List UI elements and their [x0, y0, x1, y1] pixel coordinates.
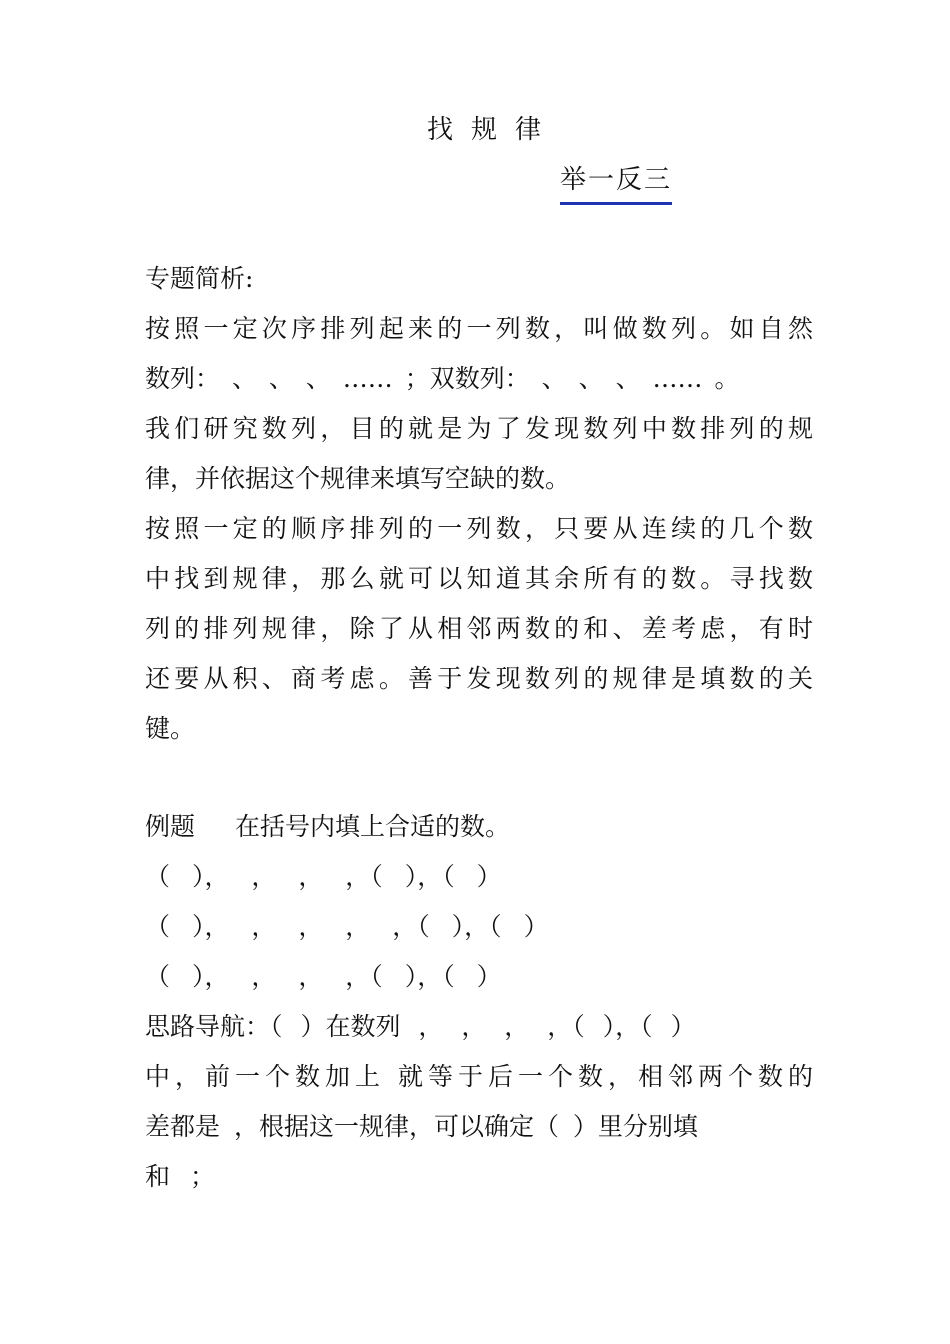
analysis-line: 还要从积、商考虑。善于发现数列的规律是填数的关 — [145, 664, 813, 693]
page-title: 找规律 — [426, 115, 559, 145]
guide-line: 中，前一个数加上 就等于后一个数，相邻两个数的 — [145, 1062, 813, 1091]
guide-section — [145, 1002, 813, 1202]
analysis-heading: 专题简析: — [145, 264, 254, 293]
analysis-line: 按照一定的顺序排列的一列数，只要从连续的几个数 — [145, 514, 813, 543]
guide-line: 差都是 ，根据这一规律，可以确定（ ）里分别填 — [145, 1112, 698, 1141]
analysis-line: 我们研究数列，目的就是为了发现数列中数排列的规 — [145, 414, 813, 443]
example-label: 例题 — [145, 812, 196, 841]
analysis-line: 数列： 、 、 、 …… ；双数列： 、 、 、 …… 。 — [145, 364, 740, 393]
example-row: （ ）， ， ， ， ，（ ），（ ） — [145, 912, 549, 941]
example-section — [145, 802, 813, 1002]
section-subtitle: 举一反三 — [560, 162, 672, 205]
example-instruction: 在括号内填上合适的数。 — [235, 812, 511, 841]
analysis-line: 律，并依据这个规律来填写空缺的数。 — [145, 464, 571, 493]
analysis-line: 键。 — [145, 714, 196, 743]
example-row: （ ）， ， ， ，（ ），（ ） — [145, 962, 502, 991]
example-row: （ ）， ， ， ，（ ），（ ） — [145, 862, 502, 891]
guide-line: 和 ； — [145, 1162, 215, 1191]
analysis-line: 中找到规律，那么就可以知道其余所有的数。寻找数 — [145, 564, 813, 593]
example-heading — [145, 802, 813, 852]
analysis-section — [145, 254, 813, 754]
guide-line: 思路导航：（ ）在数列 ， ， ， ，（ ），（ ） — [145, 1012, 696, 1041]
analysis-line: 按照一定次序排列起来的一列数，叫做数列。如自然 — [145, 314, 813, 343]
analysis-line: 列的排列规律，除了从相邻两数的和、差考虑，有时 — [145, 614, 813, 643]
